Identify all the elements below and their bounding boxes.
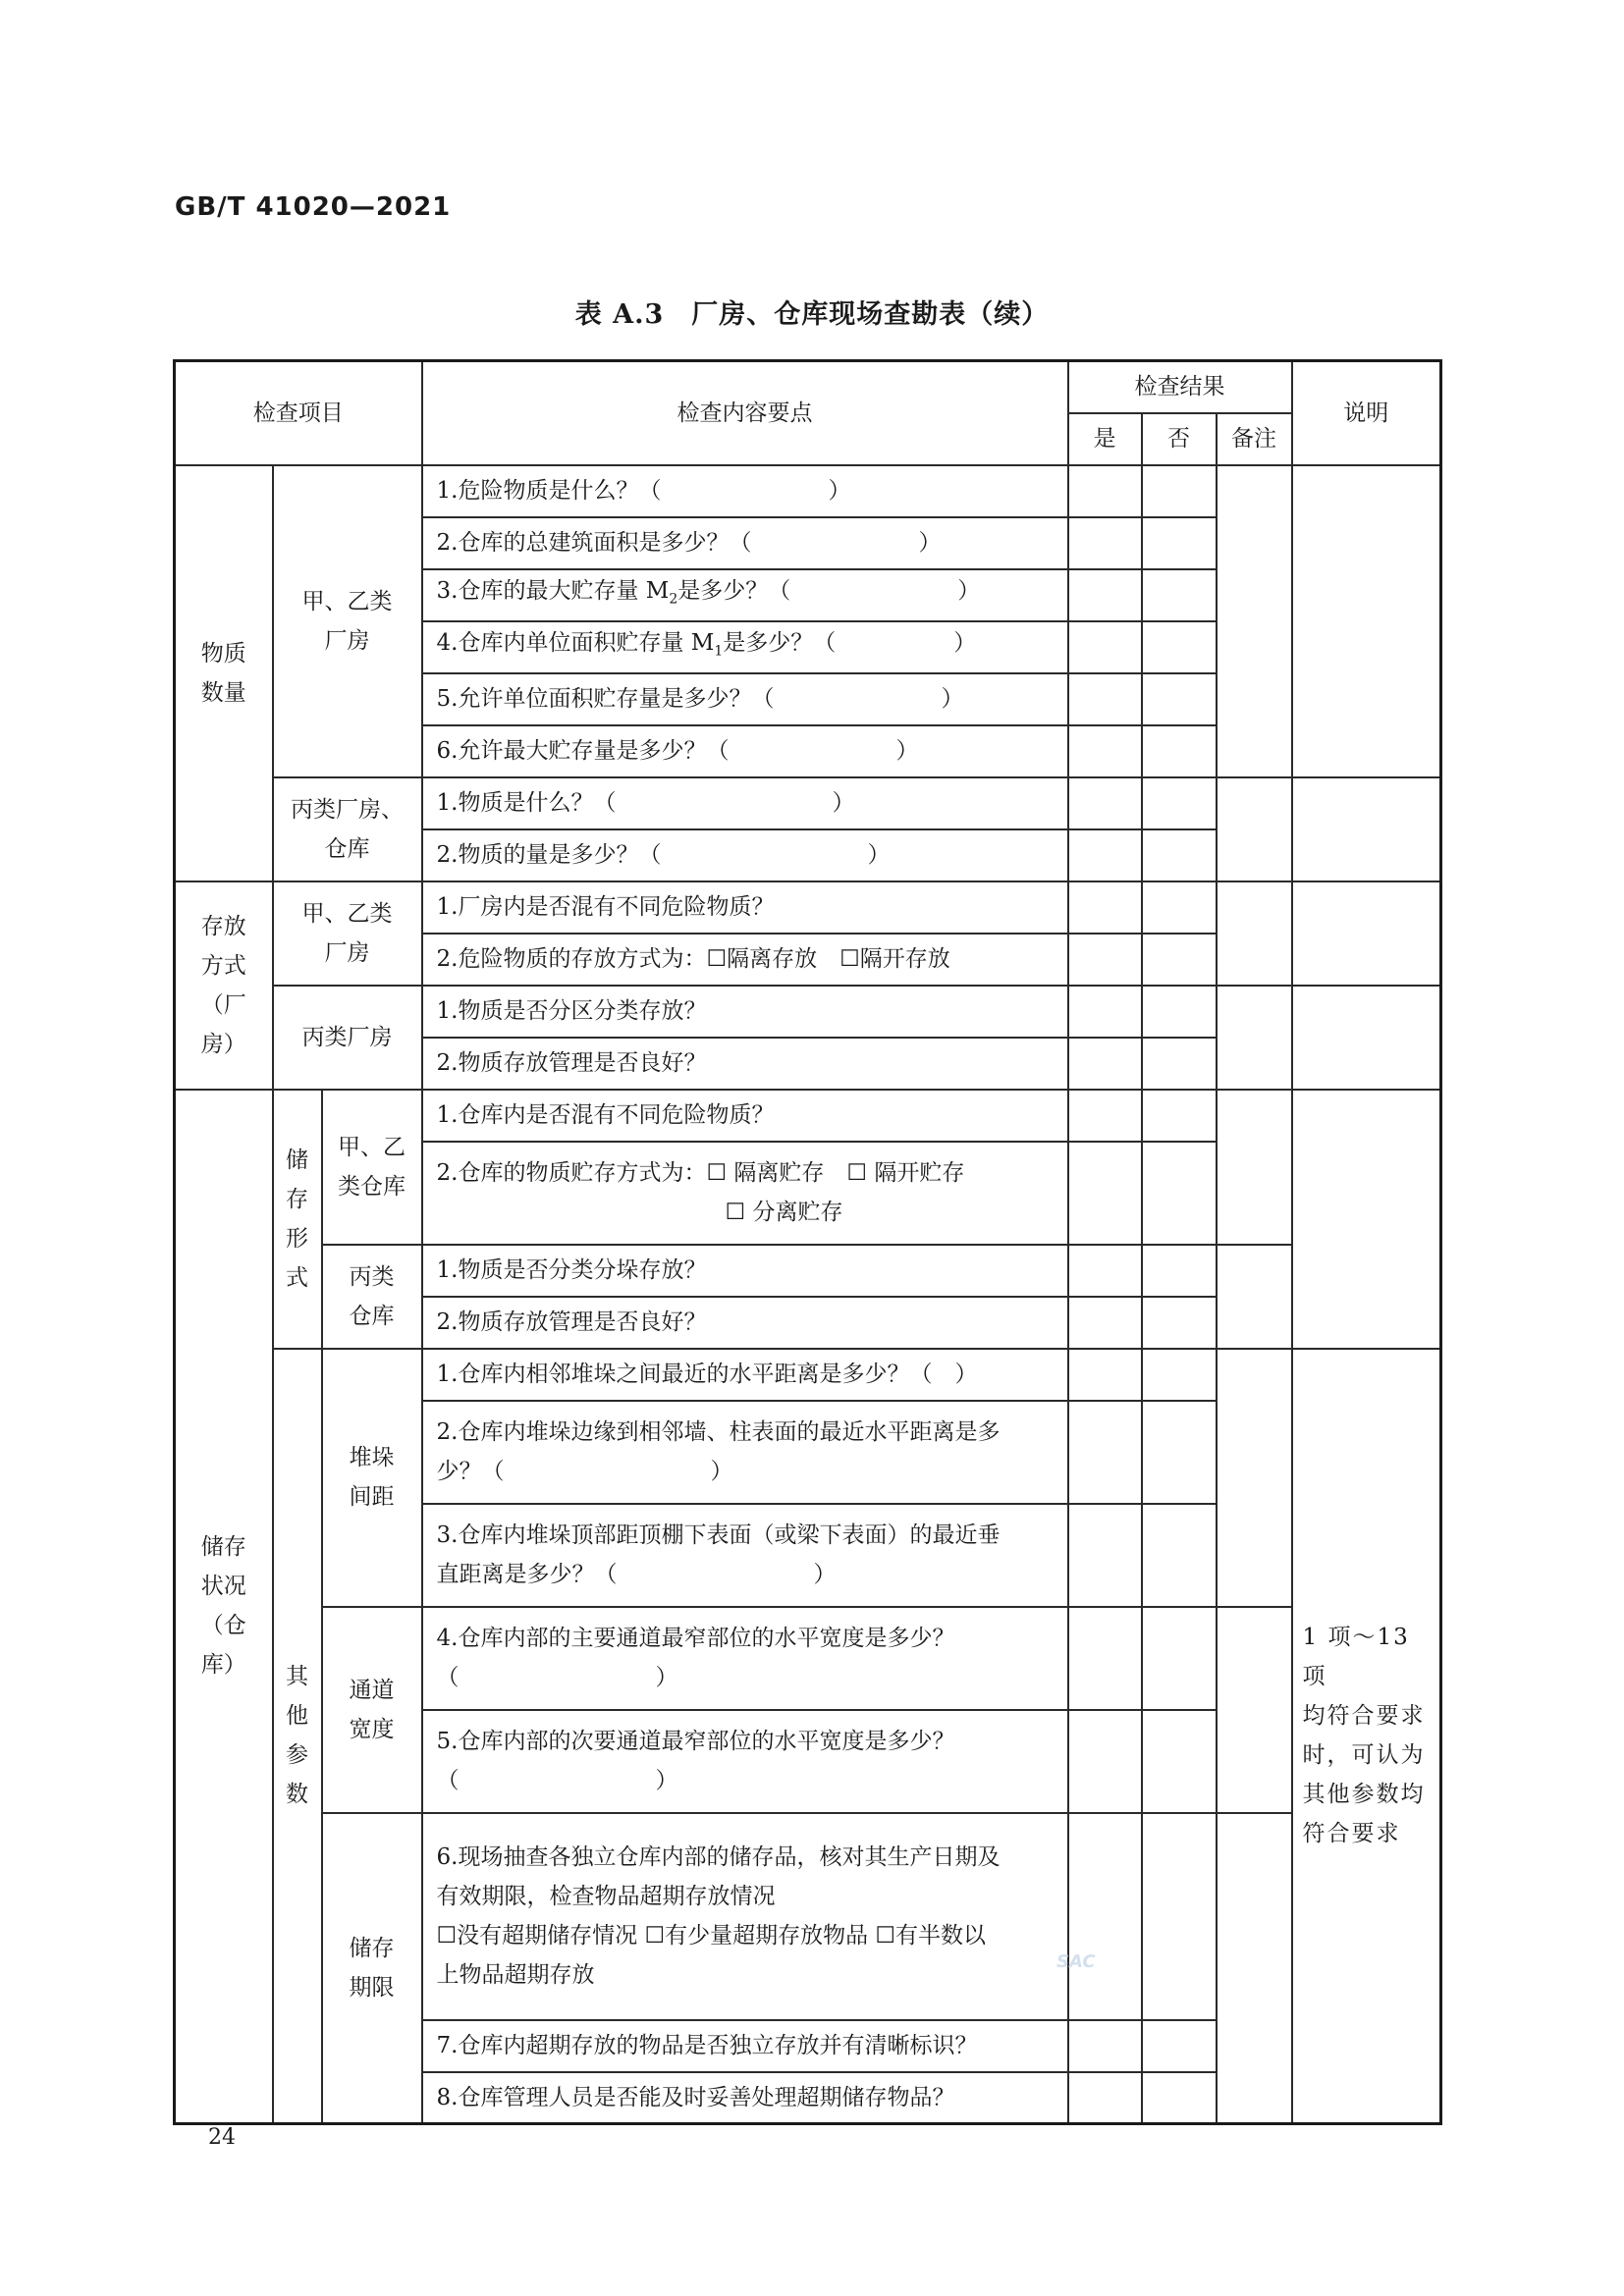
yes-cell[interactable] [1068, 569, 1142, 621]
header-explain: 说明 [1292, 361, 1441, 465]
no-cell[interactable] [1142, 1401, 1217, 1504]
yes-cell[interactable] [1068, 465, 1142, 517]
no-cell[interactable] [1142, 934, 1217, 986]
yes-cell[interactable] [1068, 673, 1142, 725]
check-item: 4.仓库内单位面积贮存量 $M_1$是多少？（ ） [422, 621, 1068, 673]
no-cell[interactable] [1142, 1607, 1217, 1710]
no-cell[interactable] [1142, 1504, 1217, 1607]
check-item: 6.允许最大贮存量是多少？（ ） [422, 725, 1068, 777]
check-item-storage-method[interactable]: 2.仓库的物质贮存方式为：☐ 隔离贮存 ☐ 隔开贮存 ☐ 分离贮存 [422, 1142, 1068, 1245]
check-item: 2.仓库内堆垛边缘到相邻墙、柱表面的最近水平距离是多 少？（ ） [422, 1401, 1068, 1504]
no-cell[interactable] [1142, 517, 1217, 569]
yes-cell[interactable] [1068, 2020, 1142, 2072]
yes-cell[interactable] [1068, 1504, 1142, 1607]
watermark: SAC [1056, 1951, 1096, 1972]
no-cell[interactable] [1142, 1297, 1217, 1349]
yes-cell[interactable] [1068, 1038, 1142, 1090]
explain-cell [1292, 1090, 1441, 1349]
header-result: 检查结果 [1068, 361, 1292, 413]
subcategory-class-ab-plant: 甲、乙类 厂房 [273, 881, 422, 986]
storage-form-label: 储 存 形 式 [273, 1090, 322, 1349]
no-cell[interactable] [1142, 725, 1217, 777]
header-item: 检查项目 [175, 361, 422, 465]
header-content: 检查内容要点 [422, 361, 1068, 465]
no-cell[interactable] [1142, 1710, 1217, 1813]
yes-cell[interactable] [1068, 777, 1142, 829]
subcategory-class-ab-plant: 甲、乙类 厂房 [273, 465, 422, 777]
yes-cell[interactable] [1068, 881, 1142, 934]
check-item[interactable]: 2.危险物质的存放方式为：☐隔离存放 ☐隔开存放 [422, 934, 1068, 986]
check-item: 1.物质是否分区分类存放？ [422, 986, 1068, 1038]
yes-cell[interactable] [1068, 1245, 1142, 1297]
check-item: 5.仓库内部的次要通道最窄部位的水平宽度是多少？ （ ） [422, 1710, 1068, 1813]
check-item: 3.仓库的最大贮存量 $M_2$是多少？（ ） [422, 569, 1068, 621]
subcategory-stack-spacing: 堆垛 间距 [322, 1349, 422, 1607]
yes-cell[interactable] [1068, 517, 1142, 569]
check-item: 8.仓库管理人员是否能及时妥善处理超期储存物品？ [422, 2072, 1068, 2124]
header-no: 否 [1142, 413, 1217, 465]
no-cell[interactable] [1142, 986, 1217, 1038]
category-storage-status: 储存 状况 （仓库） [175, 1090, 273, 2124]
remark-cell[interactable] [1217, 465, 1292, 777]
header-yes: 是 [1068, 413, 1142, 465]
check-item: 1.物质是否分类分垛存放？ [422, 1245, 1068, 1297]
remark-cell[interactable] [1217, 1090, 1292, 1245]
yes-cell[interactable] [1068, 1090, 1142, 1142]
no-cell[interactable] [1142, 621, 1217, 673]
yes-cell[interactable] [1068, 829, 1142, 881]
yes-cell[interactable] [1068, 1401, 1142, 1504]
page-number: 24 [208, 2125, 236, 2150]
check-item: 4.仓库内部的主要通道最窄部位的水平宽度是多少？ （ ） [422, 1607, 1068, 1710]
check-item: 1.仓库内相邻堆垛之间最近的水平距离是多少？（ ） [422, 1349, 1068, 1401]
explain-cell [1292, 986, 1441, 1090]
remark-cell[interactable] [1217, 1349, 1292, 1607]
no-cell[interactable] [1142, 2020, 1217, 2072]
remark-cell[interactable] [1217, 986, 1292, 1090]
check-item: 1.仓库内是否混有不同危险物质？ [422, 1090, 1068, 1142]
subcategory-class-c-plant-warehouse: 丙类厂房、 仓库 [273, 777, 422, 881]
yes-cell[interactable] [1068, 1813, 1142, 2020]
category-material-quantity: 物质 数量 [175, 465, 273, 881]
no-cell[interactable] [1142, 2072, 1217, 2124]
subcategory-class-ab-warehouse: 甲、乙 类仓库 [322, 1090, 422, 1245]
yes-cell[interactable] [1068, 1607, 1142, 1710]
check-item: 1.危险物质是什么？（ ） [422, 465, 1068, 517]
no-cell[interactable] [1142, 465, 1217, 517]
check-item: 2.物质存放管理是否良好？ [422, 1038, 1068, 1090]
check-item: 2.物质存放管理是否良好？ [422, 1297, 1068, 1349]
no-cell[interactable] [1142, 1245, 1217, 1297]
yes-cell[interactable] [1068, 1349, 1142, 1401]
check-item: 7.仓库内超期存放的物品是否独立存放并有清晰标识？ [422, 2020, 1068, 2072]
explain-cell [1292, 465, 1441, 777]
subcategory-aisle-width: 通道 宽度 [322, 1607, 422, 1813]
check-item: 1.厂房内是否混有不同危险物质？ [422, 881, 1068, 934]
remark-cell[interactable] [1217, 1813, 1292, 2124]
document-code: GB/T 41020—2021 [175, 192, 452, 222]
no-cell[interactable] [1142, 673, 1217, 725]
yes-cell[interactable] [1068, 934, 1142, 986]
explain-cell [1292, 881, 1441, 986]
explain-cell [1292, 777, 1441, 881]
no-cell[interactable] [1142, 881, 1217, 934]
yes-cell[interactable] [1068, 2072, 1142, 2124]
yes-cell[interactable] [1068, 986, 1142, 1038]
remark-cell[interactable] [1217, 1607, 1292, 1813]
yes-cell[interactable] [1068, 1142, 1142, 1245]
remark-cell[interactable] [1217, 1245, 1292, 1349]
subcategory-class-c-plant: 丙类厂房 [273, 986, 422, 1090]
no-cell[interactable] [1142, 829, 1217, 881]
no-cell[interactable] [1142, 1142, 1217, 1245]
check-item: 2.物质的量是多少？（ ） [422, 829, 1068, 881]
subcategory-storage-period: 储存 期限 [322, 1813, 422, 2124]
no-cell[interactable] [1142, 1349, 1217, 1401]
subcategory-class-c-warehouse: 丙类 仓库 [322, 1245, 422, 1349]
no-cell[interactable] [1142, 1813, 1217, 2020]
check-item-overdue-storage[interactable]: 6.现场抽查各独立仓库内部的储存品，核对其生产日期及 有效期限，检查物品超期存放情况 ☐没有超期储存情况 ☐有少量超期存放物品 ☐有半数以 上物品超期存放 [422, 1813, 1068, 2020]
no-cell[interactable] [1142, 777, 1217, 829]
explain-note: 1 项～13 项 均符合要求 时，可认为 其他参数均 符合要求 [1292, 1349, 1441, 2124]
inspection-table [173, 359, 1442, 2125]
check-item: 1.物质是什么？（ ） [422, 777, 1068, 829]
no-cell[interactable] [1142, 569, 1217, 621]
check-item: 3.仓库内堆垛顶部距顶棚下表面（或梁下表面）的最近垂 直距离是多少？（ ） [422, 1504, 1068, 1607]
yes-cell[interactable] [1068, 621, 1142, 673]
header-remark: 备注 [1217, 413, 1292, 465]
yes-cell[interactable] [1068, 1710, 1142, 1813]
no-cell[interactable] [1142, 1038, 1217, 1090]
remark-cell[interactable] [1217, 881, 1292, 986]
yes-cell[interactable] [1068, 725, 1142, 777]
check-item: 2.仓库的总建筑面积是多少？（ ） [422, 517, 1068, 569]
category-storage-method: 存放 方式 （厂房） [175, 881, 273, 1090]
other-parameters-label: 其 他 参 数 [273, 1349, 322, 2124]
yes-cell[interactable] [1068, 1297, 1142, 1349]
no-cell[interactable] [1142, 1090, 1217, 1142]
check-item: 5.允许单位面积贮存量是多少？（ ） [422, 673, 1068, 725]
remark-cell[interactable] [1217, 777, 1292, 881]
table-title: 表 A.3 厂房、仓库现场查勘表（续） [574, 299, 1050, 330]
